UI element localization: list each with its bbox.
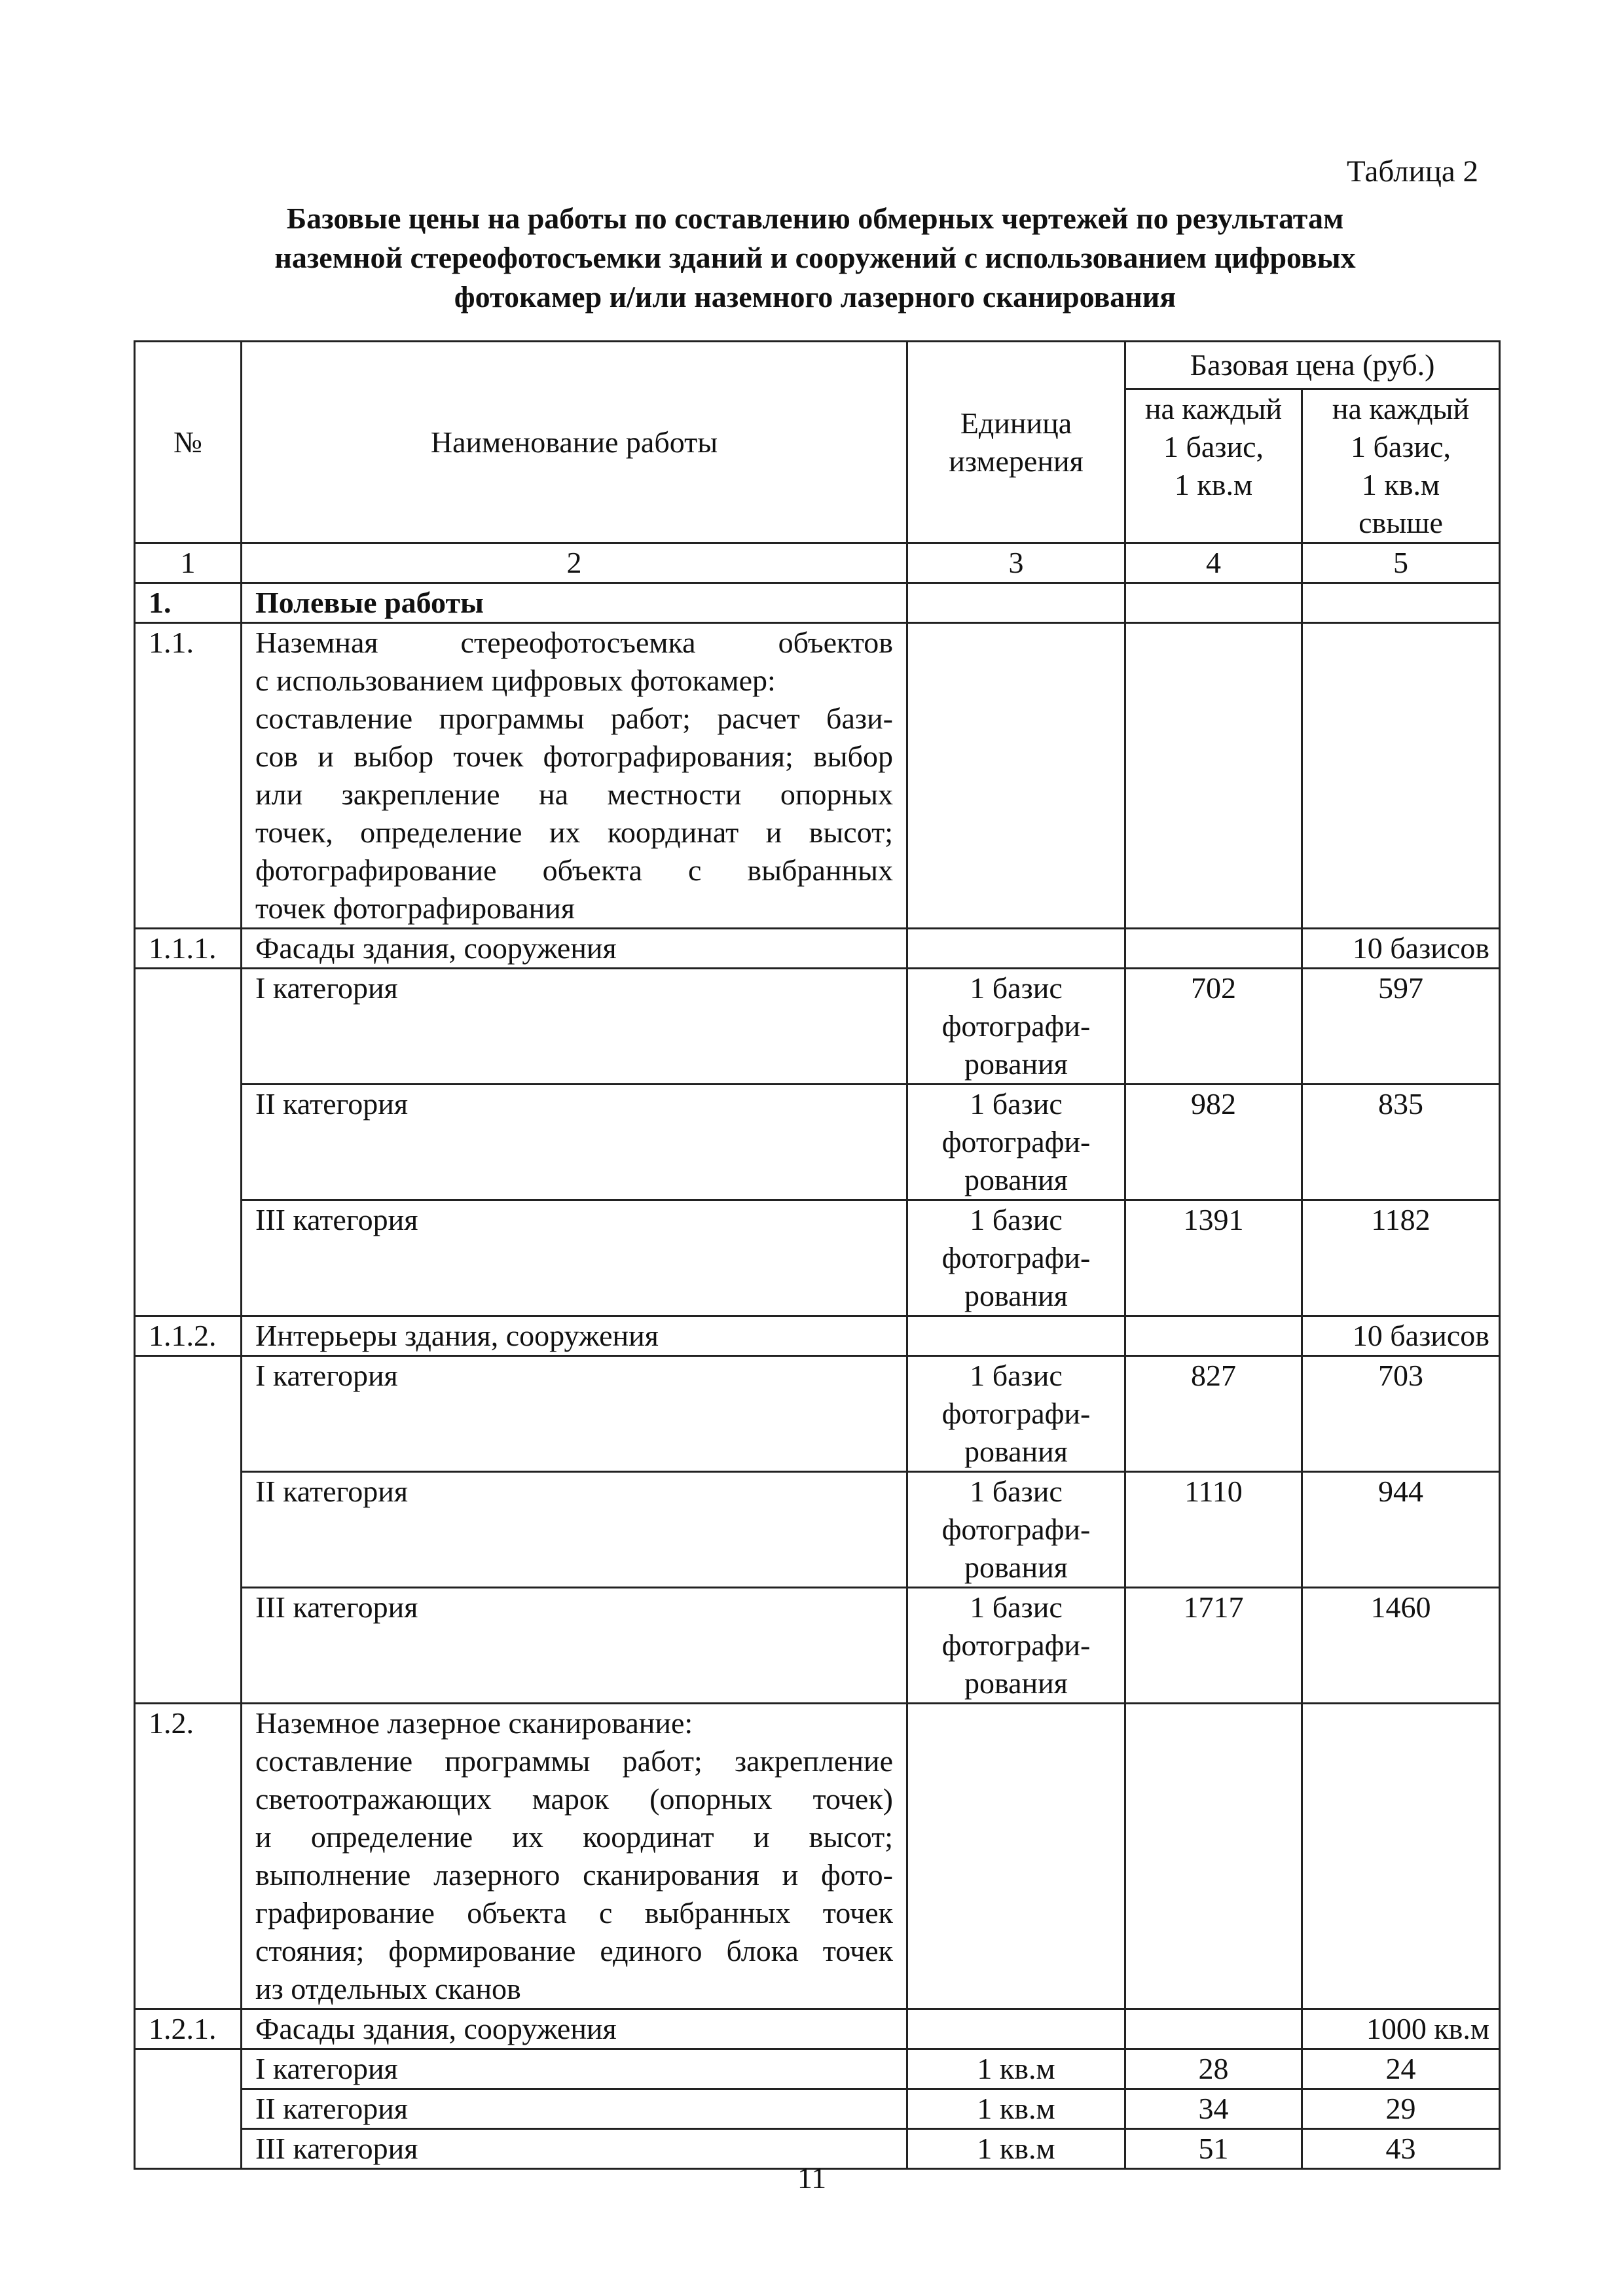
desc-line: сов и выбор точек фотографирования; выбор [255,740,893,773]
header-name: Наименование работы [242,342,907,543]
price-per-unit: 34 [1125,2089,1302,2129]
empty-cell [1125,929,1302,969]
empty-cell [907,583,1125,623]
category-name: II категория [242,1472,907,1588]
subsection-row [135,2009,1500,2049]
empty-cell [135,1356,242,1704]
empty-cell [1125,583,1302,623]
price-per-unit: 982 [1125,1085,1302,1200]
over-threshold: 10 базисов [1302,1316,1500,1356]
unit-cell: 1 кв.м [907,2049,1125,2089]
desc-line: графирование объекта с выбранных точек [255,1896,893,1929]
desc-line: точек фотографирования [255,891,575,925]
row-num: 1.2. [135,1704,242,2009]
unit-cell [907,1085,1125,1200]
category-row [135,2049,1500,2089]
col-number: 2 [242,543,907,583]
header-col4-line: 1 кв.м [1174,468,1253,501]
section-row [135,583,1500,623]
col-number: 1 [135,543,242,583]
price-over: 835 [1302,1085,1500,1200]
empty-cell [135,2049,242,2169]
unit-line: фотографи- [941,1513,1091,1546]
subsection-row [135,1316,1500,1356]
unit-cell: 1 кв.м [907,2089,1125,2129]
row-name: Фасады здания, сооружения [242,2009,907,2049]
price-per-unit: 51 [1125,2129,1302,2169]
unit-line: рования [964,1435,1068,1468]
desc-line: выполнение лазерного сканирования и фото- [255,1858,893,1892]
desc-line: составление программы работ; закрепление [255,1744,893,1778]
desc-line: фотографирование объекта с выбранных [255,853,893,887]
header-col5-line: свыше [1359,506,1443,539]
row-description [242,623,907,929]
unit-line: рования [964,1666,1068,1700]
empty-cell [135,969,242,1316]
table-label: Таблица 2 [1346,154,1478,188]
empty-cell [907,929,1125,969]
over-threshold: 10 базисов [1302,929,1500,969]
category-name: III категория [242,1588,907,1704]
price-table [134,340,1501,2170]
empty-cell [907,2009,1125,2049]
category-row [135,1472,1500,1588]
header-col5-line: 1 базис, [1350,430,1451,463]
col-number: 3 [907,543,1125,583]
unit-cell [907,1356,1125,1472]
row-num: 1.2.1. [135,2009,242,2049]
header-col4-line: 1 базис, [1163,430,1264,463]
desc-line: стояния; формирование единого блока точек [255,1934,893,1967]
unit-cell [907,1472,1125,1588]
category-row [135,1588,1500,1704]
price-over: 1460 [1302,1588,1500,1704]
unit-line: фотографи- [941,1397,1091,1430]
category-name: II категория [242,1085,907,1200]
empty-cell [907,1316,1125,1356]
row-num: 1. [135,583,242,623]
unit-line: 1 базис [970,1203,1063,1236]
empty-cell [1302,623,1500,929]
subsection-row [135,929,1500,969]
header-col5 [1302,389,1500,543]
title-line: фотокамер и/или наземного лазерного сканирования [454,280,1176,314]
price-per-unit: 28 [1125,2049,1302,2089]
desc-line: из отдельных сканов [255,1972,521,2005]
category-name: III категория [242,1200,907,1316]
desc-line: Наземная стереофотосъемка объектов [255,626,893,659]
row-num: 1.1. [135,623,242,929]
unit-line: фотографи- [941,1241,1091,1274]
unit-line: 1 базис [970,1590,1063,1624]
header-base-price: Базовая цена (руб.) [1125,342,1500,389]
price-per-unit: 1717 [1125,1588,1302,1704]
desc-line: или закрепление на местности опорных [255,778,893,811]
document-title [157,199,1473,317]
category-name: II категория [242,2089,907,2129]
desc-line: составление программы работ; расчет бази- [255,702,893,735]
desc-line: и определение их координат и высот; [255,1820,893,1854]
desc-line: с использованием цифровых фотокамер: [255,664,776,697]
header-num: № [135,342,242,543]
unit-line: 1 базис [970,1359,1063,1392]
col-number: 4 [1125,543,1302,583]
unit-cell [907,969,1125,1085]
unit-cell [907,1200,1125,1316]
header-row [135,342,1500,389]
page-number: 11 [797,2161,827,2195]
category-name: I категория [242,969,907,1085]
unit-cell [907,1588,1125,1704]
section-row [135,623,1500,929]
header-unit-line: Единица [960,406,1072,440]
unit-line: рования [964,1551,1068,1584]
row-name: Интерьеры здания, сооружения [242,1316,907,1356]
header-unit-line: измерения [949,444,1084,478]
unit-line: фотографи- [941,1125,1091,1158]
category-name: I категория [242,2049,907,2089]
header-unit [907,342,1125,543]
empty-cell [907,1704,1125,2009]
row-num: 1.1.1. [135,929,242,969]
title-line: Базовые цены на работы по составлению обмерных чертежей по результатам [286,202,1344,235]
category-row [135,1200,1500,1316]
category-name: I категория [242,1356,907,1472]
header-col5-line: на каждый [1332,392,1470,425]
unit-line: рования [964,1163,1068,1196]
header-col4 [1125,389,1302,543]
price-per-unit: 827 [1125,1356,1302,1472]
unit-line: 1 базис [970,971,1063,1005]
empty-cell [1302,583,1500,623]
over-threshold: 1000 кв.м [1302,2009,1500,2049]
category-row [135,1085,1500,1200]
price-per-unit: 702 [1125,969,1302,1085]
price-over: 703 [1302,1356,1500,1472]
unit-line: фотографи- [941,1009,1091,1043]
category-name: III категория [242,2129,907,2169]
row-description [242,1704,907,2009]
empty-cell [1302,1704,1500,2009]
price-over: 597 [1302,969,1500,1085]
unit-line: рования [964,1279,1068,1312]
unit-line: фотографи- [941,1628,1091,1662]
unit-line: 1 базис [970,1087,1063,1121]
empty-cell [1125,623,1302,929]
price-over: 944 [1302,1472,1500,1588]
category-row [135,969,1500,1085]
category-row [135,1356,1500,1472]
price-per-unit: 1110 [1125,1472,1302,1588]
category-row [135,2089,1500,2129]
title-line: наземной стереофотосъемки зданий и сооружений с использованием цифровых [274,241,1356,274]
header-col5-line: 1 кв.м [1361,468,1440,501]
empty-cell [1125,1704,1302,2009]
unit-line: рования [964,1047,1068,1081]
empty-cell [907,623,1125,929]
row-num: 1.1.2. [135,1316,242,1356]
price-over: 43 [1302,2129,1500,2169]
price-over: 1182 [1302,1200,1500,1316]
price-over: 24 [1302,2049,1500,2089]
desc-line: светоотражающих марок (опорных точек) [255,1782,893,1816]
desc-line: точек, определение их координат и высот; [255,816,893,849]
price-per-unit: 1391 [1125,1200,1302,1316]
row-name: Полевые работы [242,583,907,623]
empty-cell [1125,2009,1302,2049]
unit-line: 1 базис [970,1475,1063,1508]
col-number: 5 [1302,543,1500,583]
header-col4-line: на каждый [1144,392,1283,425]
price-over: 29 [1302,2089,1500,2129]
row-name: Фасады здания, сооружения [242,929,907,969]
empty-cell [1125,1316,1302,1356]
desc-line: Наземное лазерное сканирование: [255,1706,693,1740]
column-numbers-row [135,543,1500,583]
unit-cell: 1 кв.м [907,2129,1125,2169]
section-row [135,1704,1500,2009]
